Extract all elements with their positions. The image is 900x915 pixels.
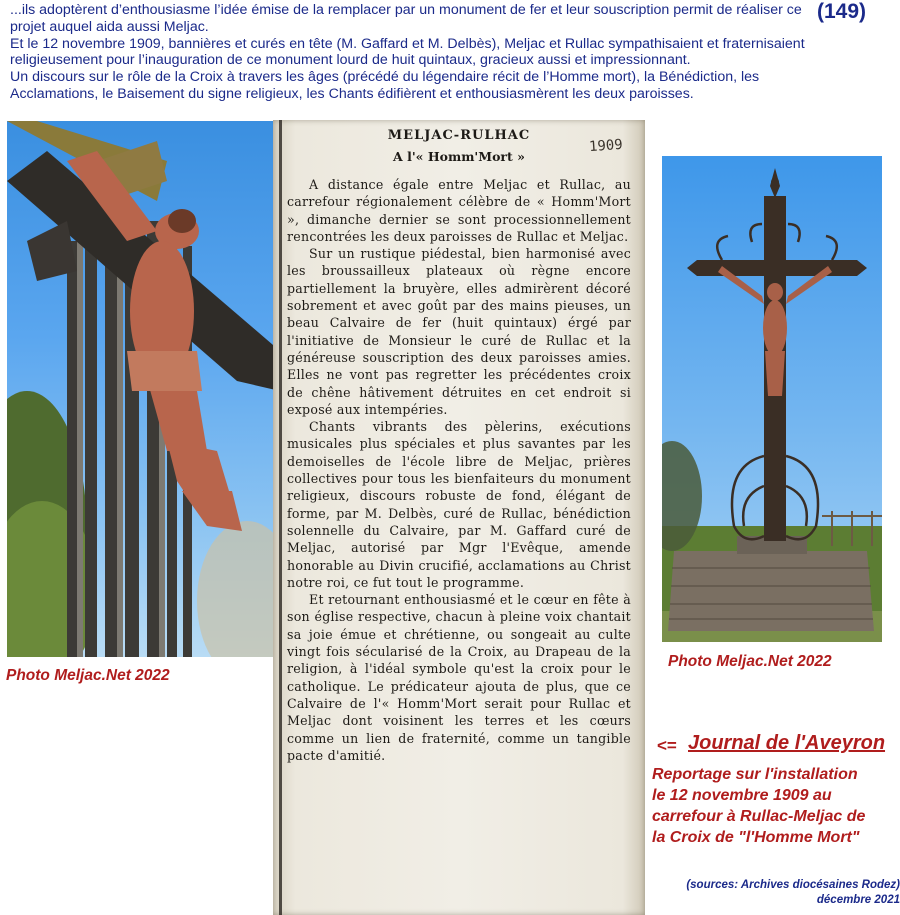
photo-right-caption: Photo Meljac.Net 2022 — [668, 653, 832, 670]
sources-line-2: décembre 2021 — [816, 894, 900, 906]
intro-text — [10, 2, 838, 103]
sources-line-1: (sources: Archives diocésaines Rodez) — [686, 879, 900, 891]
intro-line-3: Un discours sur le rôle de la Croix à travers les âges (précédé du légendaire récit de l’Homme mort), la Bénédiction, les Acclamations, le Baisement du signe religieux, les Chants édifièrent et enthousiasmèrent les deux paroisses. — [10, 69, 760, 102]
crucifix-closeup-illustration — [7, 121, 280, 657]
clipping-subheading: A l'« Homm'Mort » — [393, 149, 525, 164]
sources-note — [654, 878, 900, 908]
clipping-column-rule — [279, 120, 282, 915]
journal-description-line-3: carrefour à Rullac-Meljac de — [652, 808, 866, 825]
intro-line-2: Et le 12 novembre 1909, bannières et curés en tête (M. Gaffard et M. Delbès), Meljac et Rullac sympathisaient et fraternisaient religieusement pour l’inauguration de ce monument lourd de huit quintaux, gracieux aussi et impressionnant. — [10, 35, 805, 69]
clipping-paragraph-4: Et retournant enthousiasmé et le cœur en fête à son église respective, chacun à pleine voix chantait sa joie émue et chrétienne, ou songeait au culte vingt fois sécularisé de la Croix, au Drapeau de la religion, à l'idéal symbole qu'est la croix pour le catholique. Le prédicateur ajouta de plus, que ce Calvaire de l'« Homm'Mort serait pour Rullac et Meljac dont voisinent les terres et les cœurs comme un lien de fraternité, comme un tangible pacte d'amitié. — [287, 592, 631, 763]
clipping-heading: MELJAC-RULHAC — [387, 128, 531, 143]
clipping-text — [287, 120, 631, 764]
journal-description-line-1: Reportage sur l'installation — [652, 766, 858, 783]
clipping-paragraph-1: A distance égale entre Meljac et Rullac, au carrefour régionalement célèbre de « Homm'Mort », dimanche dernier se sont processionnellement rencontrées les deux paroisses de Rullac et Meljac. — [287, 177, 631, 244]
clipping-handwritten-year: 1909 — [588, 136, 624, 156]
photo-left-caption: Photo Meljac.Net 2022 — [6, 667, 170, 684]
clipping-body — [287, 176, 631, 764]
clipping-paragraph-3: Chants vibrants des pèlerins, exécutions musicales plus spéciales et plus savantes par les demoiselles de l'école libre de Meljac, prières collectives pour tous les bienfaiteurs du monument religieux, discours robuste de fond, élégant de forme, par M. Delbès, curé de Rullac, bénédiction solennelle du Calvaire, par M. Gaffard curé de Meljac, autorisé par Mgr l'Evêque, amende honorable au Divin crucifié, acclamations au Christ notre roi, ce fut tout le programme. — [287, 419, 631, 590]
journal-description-line-2: le 12 novembre 1909 au — [652, 787, 832, 804]
journal-arrow: <= — [657, 736, 677, 755]
cross-full-illustration — [662, 156, 882, 642]
newspaper-clipping — [273, 120, 645, 915]
journal-title: Journal de l'Aveyron — [688, 732, 886, 754]
clipping-paragraph-2: Sur un rustique piédestal, bien harmonisé avec les broussailleux plateaux où règne encore partiellement la bruyère, elles admirèrent décoré sobrement et avec goût par des mains pieuses, un beau Calvaire de fer (huit quintaux) érgé par l'initiative de Monsieur le curé de Rullac et la généreuse souscription des deux paroisses amies. Elles ne vont pas regretter les précédentes croix de chêne hâtivement détruites en cet endroit si exposé aux intempéries. — [287, 246, 631, 417]
page-number: (149) — [816, 0, 866, 23]
journal-description — [652, 764, 898, 848]
photo-crucifix-closeup — [7, 121, 280, 657]
journal-description-line-4: la Croix de "l'Homme Mort" — [652, 829, 860, 846]
photo-cross-full — [662, 156, 882, 642]
intro-line-1: ...ils adoptèrent d’enthousiasme l’idée émise de la remplacer par un monument de fer et leur souscription permit de réaliser ce projet auquel aida aussi Meljac. — [10, 2, 802, 35]
